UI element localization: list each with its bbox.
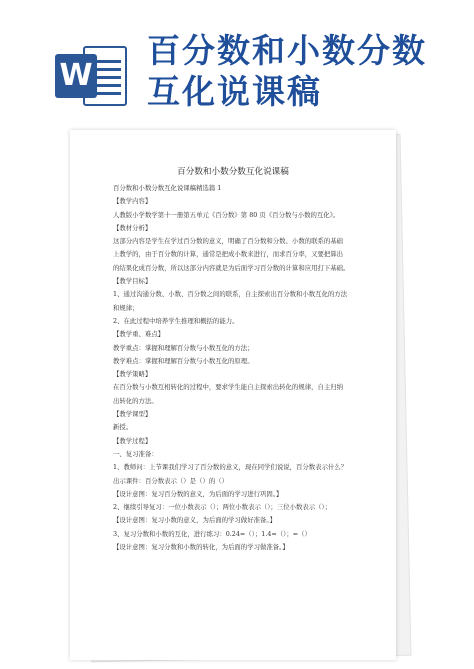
section-heading: 【教学重、难点】: [113, 330, 165, 339]
body-line: 【设计意图：复习小数的意义，为后面的学习做好准备。】: [113, 516, 276, 525]
body-line: 新授。: [113, 423, 133, 432]
body-line: 教学难点：掌握和理解百分数与小数互化的原理。: [113, 356, 254, 365]
body-line: 人教版小学数学第十一册第五单元《百分数》第 80 页《百分数与小数的互化》。: [113, 210, 340, 219]
body-line: 2、继续引导复习：一位小数表示（）；两位小数表示（）；三位小数表示（）；: [113, 503, 332, 512]
body-line: 的结果化成百分数，所以这部分内容就是为后面学习百分数的计算和应用打下基础。: [113, 263, 350, 272]
body-line: 教学重点：掌握和理解百分数与小数互化的方法；: [113, 343, 254, 352]
document-body: [113, 182, 378, 554]
body-line: 【设计意图：复习百分数的意义，为后面的学习进行巩固。】: [113, 489, 283, 498]
section-heading: 【教学课型】: [113, 410, 152, 419]
body-line: 在百分数与小数互相转化的过程中，要求学生能自主探索出转化的规律，自主归纳: [113, 383, 344, 392]
body-line: 一、复习准备：: [113, 449, 158, 458]
section-heading: 【教材分析】: [113, 223, 152, 232]
body-line: 百分数和小数分数互化说课稿精选篇 1: [113, 184, 222, 192]
body-line: 上教学的，由于百分数的计算，通常是把成小数来进行，而求百分率，又要把算出: [113, 250, 344, 259]
body-line: 2、在此过程中培养学生推理和概括的能力。: [113, 316, 239, 325]
word-document-icon: [55, 40, 131, 112]
word-letter-badge: W: [55, 54, 97, 98]
banner-title-line-2: 互化说课稿: [147, 72, 322, 111]
section-heading: 【教学策略】: [113, 370, 152, 379]
banner-title: [147, 30, 447, 112]
body-line: 3、复习分数和小数的互化，进行练习：0.24=（）；1.4=（）；=（）: [113, 529, 311, 538]
body-line: 1、教师问：上节课我们学习了百分数的意义，现在同学们说说，百分数表示什么？: [113, 463, 348, 472]
body-line: 和规律；: [113, 303, 139, 312]
body-line: 这部分内容是学生在学过百分数的意义，明确了百分数和分数、小数的联系的基础: [113, 237, 344, 246]
document-title: 百分数和小数分数互化说课稿: [177, 167, 289, 177]
banner-title-line-1: 百分数和小数分数: [147, 31, 427, 70]
body-line: 出转化的方法。: [113, 396, 158, 405]
document-page: [70, 130, 396, 660]
document-banner: [0, 0, 474, 135]
section-heading: 【教学目标】: [113, 277, 152, 286]
section-heading: 【教学过程】: [113, 436, 152, 445]
section-heading: 【教学内容】: [113, 197, 152, 206]
body-line: 【设计意图：复习分数和小数的转化，为后面的学习做准备。】: [113, 543, 289, 552]
body-line: 1、通过沟通分数、小数、百分数之间的联系，自主探索出百分数和小数互化的方法: [113, 290, 348, 299]
body-line: 出示课件：百分数表示（）是（）的（）: [113, 476, 229, 485]
